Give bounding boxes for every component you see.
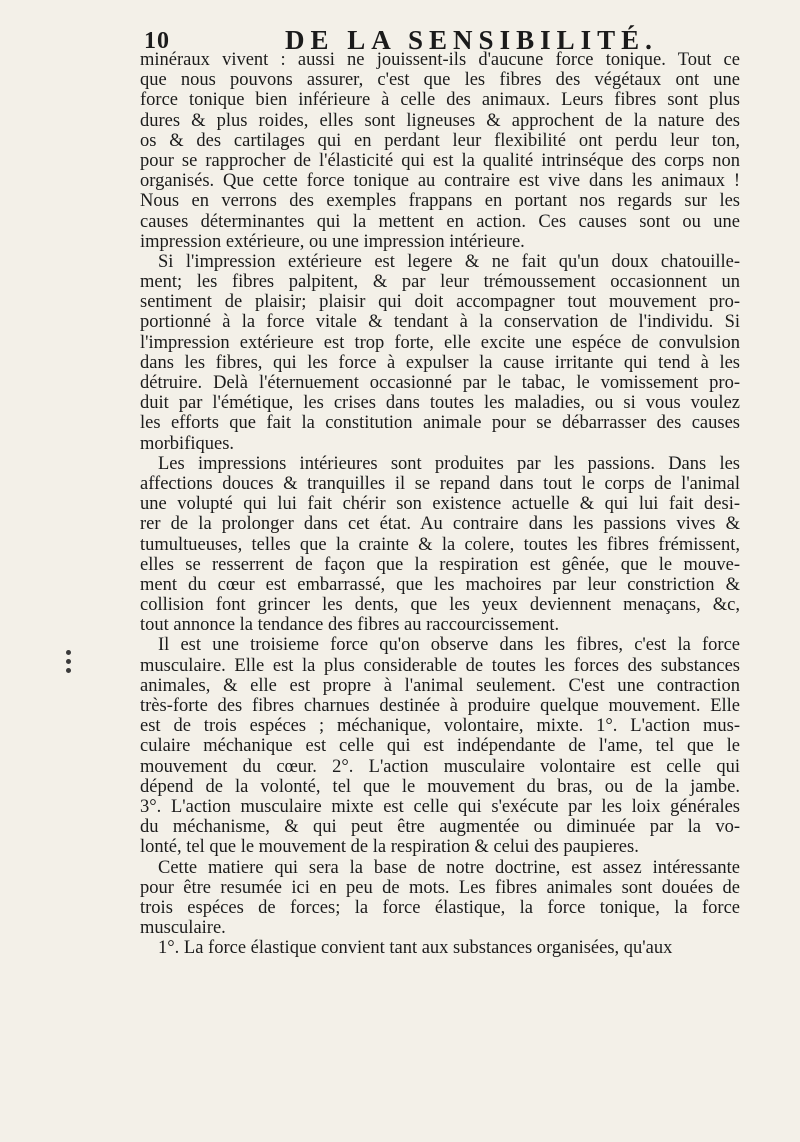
margin-dot	[66, 668, 71, 673]
text-line: dépend de la volonté, tel que le mouvement du bras, ou de la jambe.	[140, 776, 740, 797]
text-line: impression extérieure, ou une impression intérieure.	[140, 231, 525, 252]
text-line: trois espéces de forces; la force élastique, la force tonique, la force	[140, 897, 740, 918]
text-line: que nous pouvons assurer, c'est que les fibres des végétaux ont une	[140, 70, 740, 91]
paragraph	[140, 50, 740, 252]
text-line: Il est une troisieme force qu'on observe dans les fibres, c'est la force	[158, 635, 740, 656]
body-text	[140, 50, 740, 958]
text-line: culaire méchanique est celle qui est indépendante de l'ame, tel que le	[140, 736, 740, 757]
text-line: Les impressions intérieures sont produites par les passions. Dans les	[158, 453, 740, 474]
text-line: pour être resumée ici en peu de mots. Les fibres animales sont douées de	[140, 877, 740, 898]
margin-mark	[58, 646, 80, 676]
text-line: organisés. Que cette force tonique au contraire est vive dans les animaux !	[140, 171, 740, 192]
paragraph	[140, 635, 740, 857]
text-line: l'impression extérieure est trop forte, elle excite une espéce de convulsion	[140, 332, 740, 353]
text-line: rer de la prolonger dans cet état. Au contraire dans les passions vives &	[140, 514, 740, 535]
text-line: 1°. La force élastique convient tant aux substances organisées, qu'aux	[158, 938, 673, 959]
text-line: os & des cartilages qui en perdant leur flexibilité ont perdu leur ton,	[140, 130, 740, 151]
text-line: 3°. L'action musculaire mixte est celle qui s'exécute par les loix générales	[140, 796, 740, 817]
text-line: dures & plus roides, elles sont ligneuses & approchent de la nature des	[140, 110, 740, 131]
paragraph	[140, 938, 740, 958]
paragraph	[140, 858, 740, 939]
text-line: tumultueuses, telles que la crainte & la colere, toutes les fibres frémissent,	[140, 534, 740, 555]
text-line: causes déterminantes qui la mettent en action. Ces causes sont ou une	[140, 211, 740, 232]
text-line: musculaire. Elle est la plus considerable de toutes les forces des substances	[140, 655, 740, 676]
text-line: Cette matiere qui sera la base de notre doctrine, est assez intéressante	[158, 857, 740, 878]
text-line: mouvement du cœur. 2°. L'action musculaire volontaire est celle qui	[140, 756, 740, 777]
text-line: est de trois espéces ; méchanique, volontaire, mixte. 1°. L'action mus-	[140, 716, 740, 737]
running-title: DE LA SENSIBILITÉ.	[285, 25, 658, 55]
text-line: Nous en verrons des exemples frappans en portant nos regards sur les	[140, 191, 740, 212]
text-line: Si l'impression extérieure est legere & ne fait qu'un doux chatouille-	[158, 251, 740, 272]
margin-dot	[66, 650, 71, 655]
text-line: ment du cœur est embarrassé, que les machoires par leur constriction &	[140, 574, 740, 595]
text-line: dans les fibres, qui les force à expulser la cause irritante qui tend à les	[140, 352, 740, 373]
text-line: duit par l'émétique, les crises dans toutes les maladies, ou si vous voulez	[140, 393, 740, 414]
text-line: pour se rapprocher de l'élasticité qui est la qualité intrinséque des corps non	[140, 150, 740, 171]
text-line: morbifiques.	[140, 433, 235, 454]
text-line: minéraux vivent : aussi ne jouissent-ils d'aucune force tonique. Tout ce	[140, 50, 740, 70]
text-line: détruire. Delà l'éternuement occasionné par le tabac, le vomissement pro-	[140, 373, 740, 393]
text-line: lonté, tel que le mouvement de la respiration & celui des paupieres.	[140, 837, 639, 858]
text-line: collision font grincer les dents, que les yeux deviennent menaçans, &c,	[140, 595, 740, 616]
page-number: 10	[144, 28, 170, 54]
text-line: force tonique bien inférieure à celle des animaux. Leurs fibres sont plus	[140, 90, 740, 111]
text-line: animales, & elle est propre à l'animal seulement. C'est une contraction	[140, 675, 740, 696]
text-line: très-forte des fibres charnues destinée à produire quelque mouvement. Elle	[140, 696, 740, 716]
text-line: les efforts que fait la constitution animale pour se débarrasser des causes	[140, 413, 740, 434]
text-line: elles se resserrent de façon que la respiration est gênée, que le mouve-	[140, 554, 740, 575]
text-line: affections douces & tranquilles il se repand dans tout le corps de l'animal	[140, 473, 740, 494]
text-line: une volupté qui lui fait chérir son existence actuelle & qui lui fait desi-	[140, 494, 740, 515]
text-line: musculaire.	[140, 918, 226, 939]
text-line: portionné à la force vitale & tendant à la conservation de l'individu. Si	[140, 312, 740, 333]
paragraph	[140, 454, 740, 636]
paragraph	[140, 252, 740, 454]
text-line: tout annonce la tendance des fibres au raccourcissement.	[140, 615, 560, 636]
text-line: du méchanisme, & qui peut être augmentée ou diminuée par la vo-	[140, 817, 740, 838]
text-line: sentiment de plaisir; plaisir qui doit accompagner tout mouvement pro-	[140, 292, 740, 313]
text-line: ment; les fibres palpitent, & par leur trémoussement occasionnent un	[140, 272, 740, 293]
page-header	[140, 22, 760, 55]
margin-dot	[66, 659, 71, 664]
